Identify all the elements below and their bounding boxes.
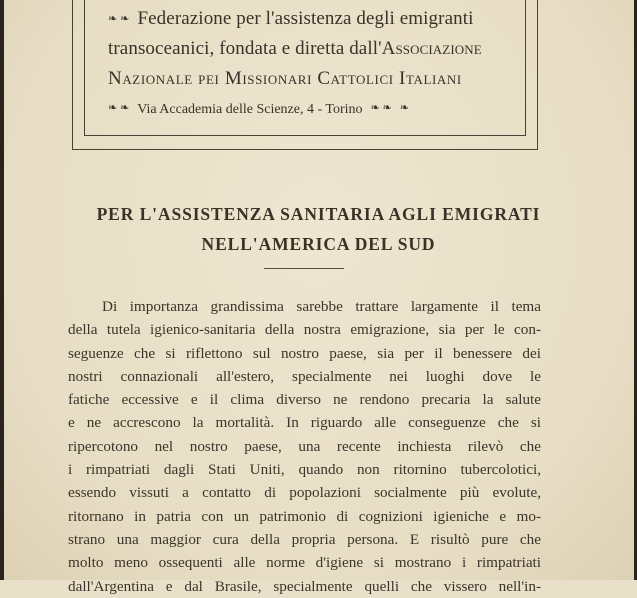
header-address: ❧ ❧ Via Accademia delle Scienze, 4 - Torino ❧ ❧ ❧ (108, 102, 409, 117)
body-line: ripercotono nel nostro paese, una recente inchiesta rilevò che (68, 437, 541, 455)
body-line: ritornano in patria con un patrimonio di cognizioni igieniche e mo- (68, 507, 541, 525)
scan-edge-left (0, 0, 4, 580)
title-divider (264, 268, 344, 269)
header-line-3: Nazionale pei Missionari Cattolici Italiani (108, 68, 462, 89)
body-line: molto meno ossequenti alle norme d'igiene si mostrano i rimpatriati (68, 554, 541, 572)
body-line: Di importanza grandissima sarebbe trattare largamente il tema (102, 298, 541, 315)
article-body (68, 295, 541, 598)
fleuron-ornament-icon: ❧ ❧ (108, 13, 130, 25)
body-line: fatiche eccessive e il clima diverso ne rendono precaria la salute (68, 391, 541, 409)
body-line: strano una maggior cura della propria persona. E risultò pure che (68, 530, 541, 548)
article-title-line-1: PER L'ASSISTENZA SANITARIA AGLI EMIGRATI (96, 204, 541, 224)
header-line-2: transoceanici, fondata e diretta dall'Associazione (108, 38, 482, 59)
body-line: essendo vissuti a contatto di popolazioni socialmente più evolute, (68, 484, 541, 502)
body-line: della tutela igienico-sanitaria della nostra emigrazione, sia per le con- (68, 321, 541, 339)
header-line-1: ❧ ❧ Federazione per l'assistenza degli emigranti (108, 8, 474, 29)
fleuron-ornament-icon: ❧ ❧ (108, 102, 130, 114)
body-line: dall'Argentina e dal Brasile, specialmente quelli che vissero nell'in- (68, 577, 541, 595)
body-line: e ne accrescono la mortalità. In riguardo alle conseguenze che si (68, 414, 541, 432)
fleuron-ornament-icon: ❧ ❧ (370, 102, 392, 114)
body-line: nostri connazionali all'estero, specialmente nei luoghi dove le (68, 367, 541, 385)
body-line: i rimpatriati dagli Stati Uniti, quando non ritornino tubercolotici, (68, 461, 541, 479)
fleuron-ornament-icon: ❧ (399, 102, 409, 114)
article-title-line-2: NELL'AMERICA DEL SUD (201, 234, 436, 254)
body-line: seguenze che si riflettono sul nostro paese, sia per il benessere dei (68, 344, 541, 362)
